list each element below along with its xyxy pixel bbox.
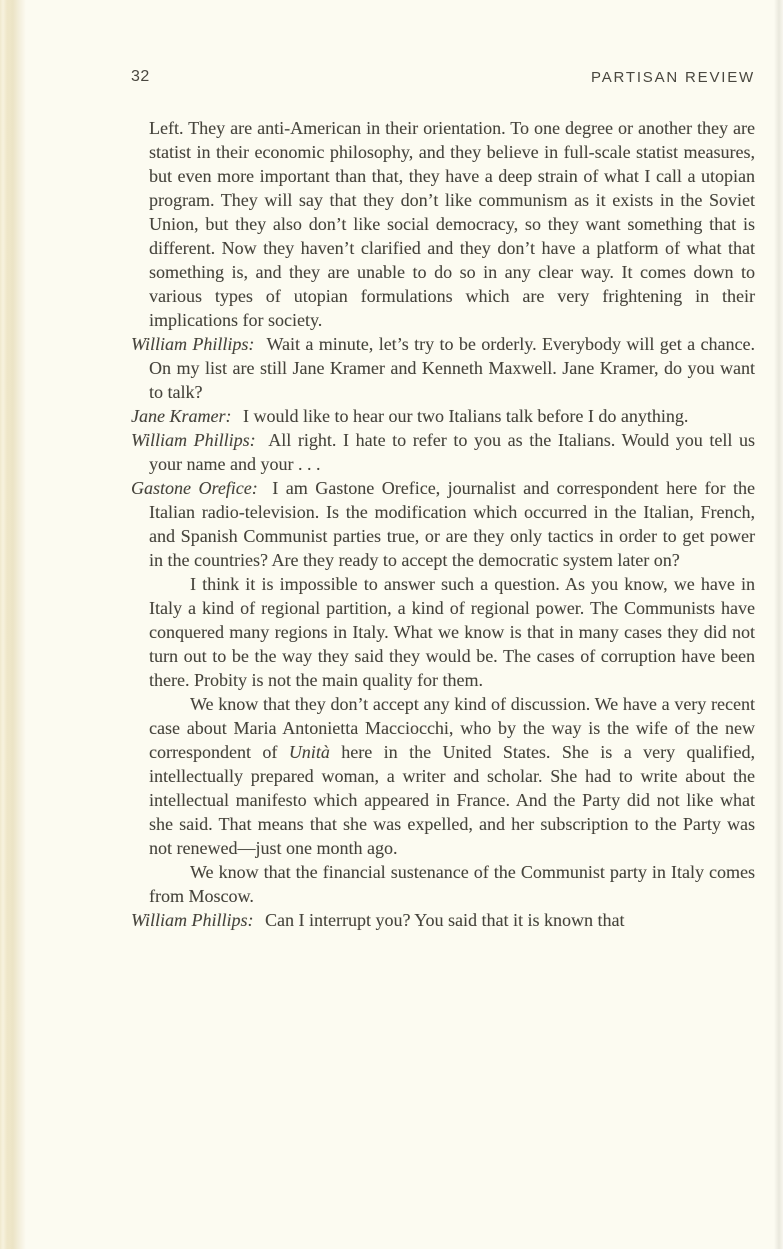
speech-paragraph: William Phillips: All right. I hate to refer to you as the Italians. Would you tell us your name and your . . . [131,430,755,474]
scan-right-edge [774,0,783,1249]
speech-paragraph: William Phillips: Wait a minute, let’s try to be orderly. Everybody will get a chance. On my list are still Jane Kramer and Kenneth Maxwell. Jane Kramer, do you want to talk? [131,334,755,402]
paragraph: We know that they don’t accept any kind of discussion. We have a very recent case about Maria Antonietta Macciocchi, who by the way is the wife of the new correspondent of Unità here in the United States. She is a very qualified, intellectually prepared woman, a writer and scholar. She had to write about the intellectual manifesto which appeared in France. And the Party did not like what she said. That means that she was expelled, and her subscription to the Party was not renewed—just one month ago. [149,694,755,858]
speaker-name: William Phillips: [131,910,254,930]
scan-gutter-edge [0,0,26,1249]
speaker-name: William Phillips: [131,334,255,354]
speech-paragraph: William Phillips: Can I interrupt you? You said that it is known that [131,910,625,930]
speaker-name: William Phillips: [131,430,256,450]
journal-title: PARTISAN REVIEW [591,69,755,86]
speaker-name: Gastone Orefice: [131,478,258,498]
running-header [131,68,755,88]
speech-paragraph: Gastone Orefice: I am Gastone Orefice, journalist and correspondent here for the Italian radio-television. Is the modification which occurred in the Italian, French, and Spanish Communist parties true, or are they only tactics in order to get power in the countries? Are they ready to accept the democratic system later on? [131,478,756,570]
paragraph: I think it is impossible to answer such a question. As you know, we have in Italy a kind of regional partition, a kind of regional power. The Communists have conquered many regions in Italy. What we know is that in many cases they did not turn out to be the way they said they would be. The cases of corruption have been there. Probity is not the main quality for them. [149,574,755,690]
italic-term: Unità [288,742,330,762]
speech-paragraph: Jane Kramer: I would like to hear our two Italians talk before I do anything. [131,406,689,426]
speaker-name: Jane Kramer: [131,406,232,426]
paragraph: Left. They are anti-American in their orientation. To one degree or another they are statist in their economic philosophy, and they believe in full-scale statist measures, but even more important than that, they have a deep strain of what I call a utopian program. They will say that they don’t like communism as it exists in the Soviet Union, but they also don’t like social democracy, so they want something that is different. Now they haven’t clarified and they don’t have a platform of what that something is, and they are unable to do so in any clear way. It comes down to various types of utopian formulations which are very frightening in their implications for society. [149,118,755,330]
paragraph: We know that the financial sustenance of the Communist party in Italy comes from Moscow. [149,862,755,906]
body-text [131,116,755,932]
page-number: 32 [131,68,150,85]
